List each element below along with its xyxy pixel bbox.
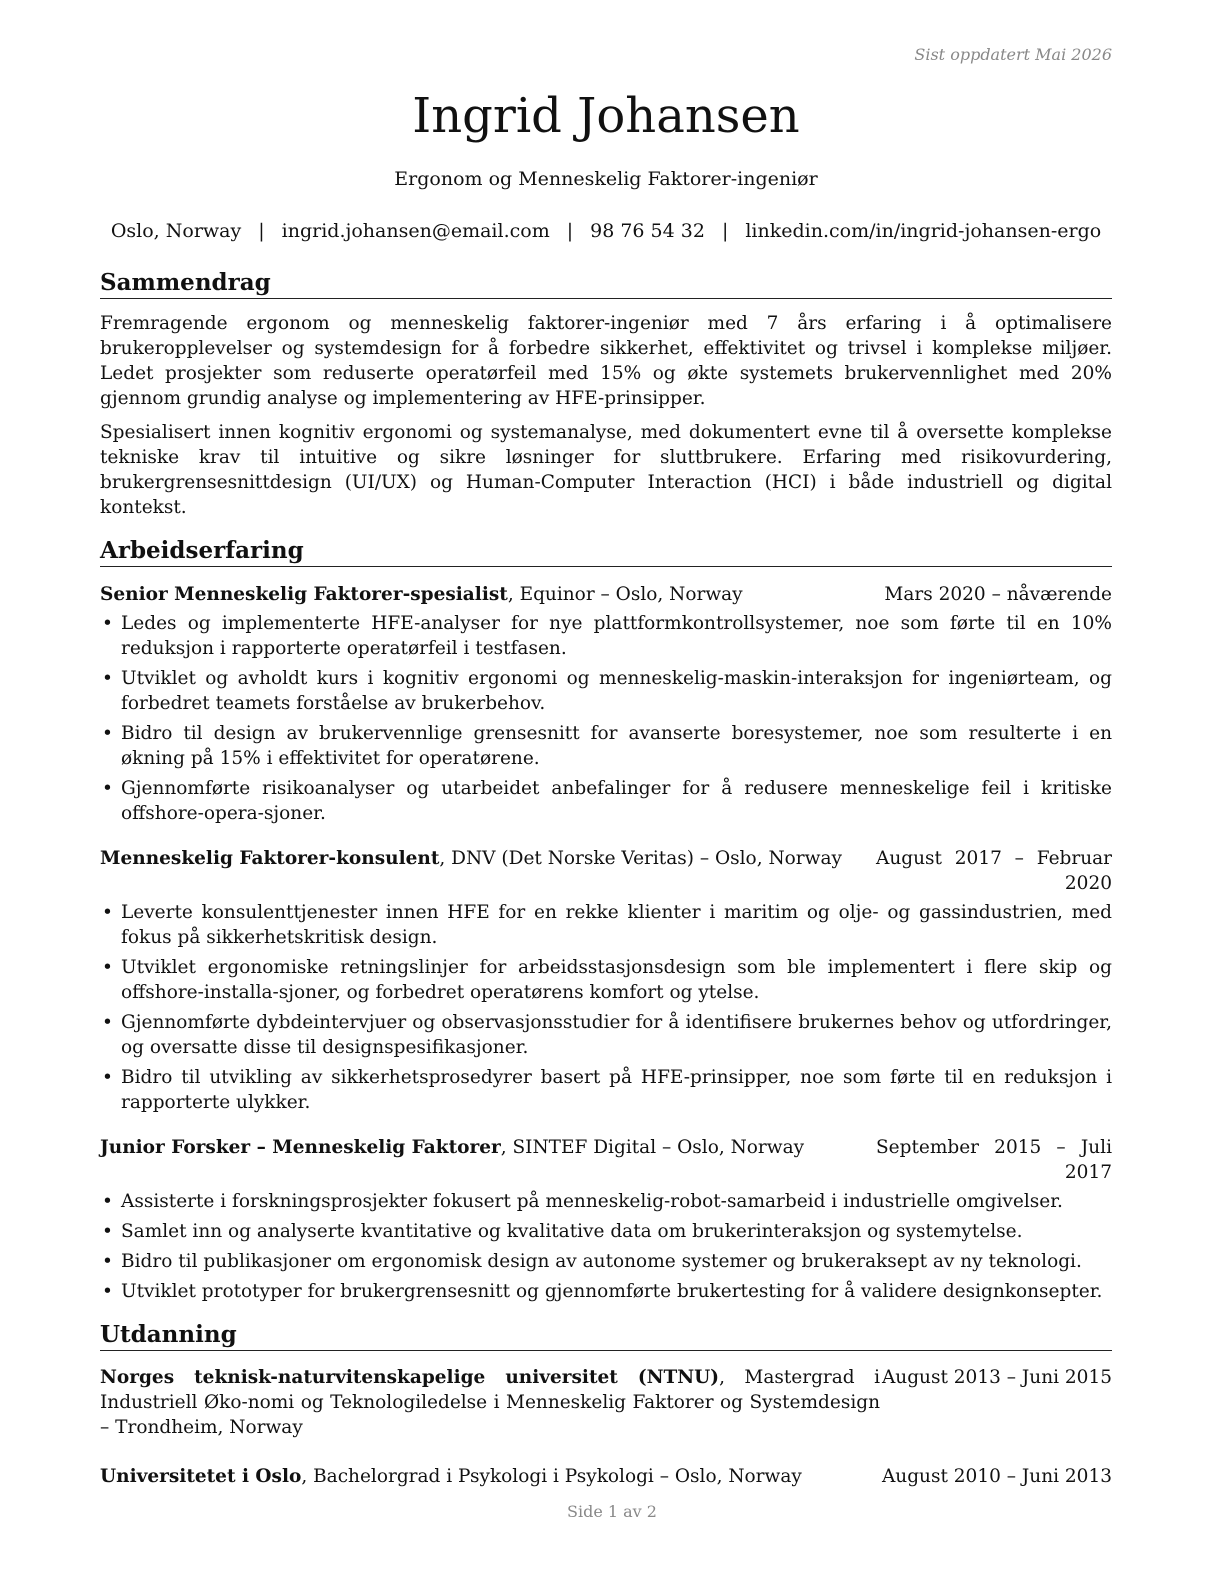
- education-item: [100, 1464, 1112, 1489]
- experience-heading: Arbeidserfaring: [100, 536, 1112, 567]
- job-title-line: [100, 1135, 876, 1160]
- candidate-name: Ingrid Johansen: [412, 88, 800, 144]
- job-title-line: [100, 846, 876, 871]
- education-detail: , Bachelorgrad i Psykologi i Psykologi – Oslo, Norway: [301, 1466, 802, 1487]
- list-item: • Utviklet ergonomiske retningslinjer for arbeidsstasjonsdesign som ble implementert i flere skip og offshore-installa-sjoner, og forbedret operatørens komfort og ytelse.: [100, 955, 1112, 1005]
- education-school-line: [100, 1365, 880, 1440]
- resume-content: [100, 268, 1112, 1489]
- contact-separator: |: [566, 220, 574, 242]
- education-school: Norges teknisk-naturvitenskapelige universitet (NTNU): [100, 1367, 720, 1388]
- education-item: [100, 1365, 1112, 1440]
- job-header: [100, 846, 1112, 896]
- list-item: • Gjennomførte risikoanalyser og utarbeidet anbefalinger for å redusere menneskelige feil i kritiske offshore-opera-sjoner.: [100, 776, 1112, 826]
- job-header: [100, 1135, 1112, 1185]
- job-org: , DNV (Det Norske Veritas) – Oslo, Norway: [439, 848, 842, 869]
- contact-phone: 98 76 54 32: [590, 220, 705, 242]
- contact-email[interactable]: ingrid.johansen@email.com: [281, 220, 550, 242]
- list-item: • Bidro til utvikling av sikkerhetsprosedyrer basert på HFE-prinsipper, noe som førte til en reduksjon i rapporterte ulykker.: [100, 1065, 1112, 1115]
- job-header: [100, 582, 1112, 607]
- education-dates: August 2013 – Juni 2015: [881, 1367, 1112, 1388]
- job-bullets: [100, 900, 1112, 1115]
- education-dates: August 2010 – Juni 2013: [881, 1466, 1112, 1487]
- summary-paragraph: Spesialisert innen kognitiv ergonomi og systemanalyse, med dokumentert evne til å oversette komplekse tekniske krav til intuitive og sikre løsninger for sluttbrukere. Erfaring med risikovurdering, brukergrensesnittdesign (UI/UX) og Human-Computer Interaction (HCI) i både industriell og digital kontekst.: [100, 422, 1112, 518]
- list-item: • Utviklet og avholdt kurs i kognitiv ergonomi og menneskelig-maskin-interaksjon for ingeniørteam, og forbedret teamets forståelse av brukerbehov.: [100, 666, 1112, 716]
- job-bullets: [100, 611, 1112, 826]
- education-school: Universitetet i Oslo: [100, 1466, 302, 1487]
- education-detail: , Mastergrad i Industriell Øko-nomi og Teknologiledelse i Menneskelig Faktorer og Systemdesign – Trondheim, Norway: [100, 1367, 881, 1438]
- list-item: • Assisterte i forskningsprosjekter fokusert på menneskelig-robot-samarbeid i industrielle omgivelser.: [100, 1189, 1112, 1214]
- page-number: Side 1 av 2: [567, 1502, 657, 1521]
- job-dates: August 2017 – Februar 2020: [876, 848, 1112, 894]
- job-role: Senior Menneskelig Faktorer-spesialist: [100, 584, 508, 605]
- list-item: • Ledes og implementerte HFE-analyser for nye plattformkontrollsystemer, noe som førte til en 10% reduksjon i rapporterte operatørfeil i testfasen.: [100, 611, 1112, 661]
- job-bullets: [100, 1189, 1112, 1304]
- list-item: • Bidro til publikasjoner om ergonomisk design av autonome systemer og brukeraksept av ny teknologi.: [100, 1249, 1112, 1274]
- contact-separator: |: [721, 220, 729, 242]
- candidate-title: Ergonom og Menneskelig Faktorer-ingeniør: [394, 168, 818, 190]
- summary-paragraph: Fremragende ergonom og menneskelig faktorer-ingeniør med 7 års erfaring i å optimalisere brukeropplevelser og systemdesign for å forbedre sikkerhet, effektivitet og trivsel i komplekse miljøer. Ledet prosjekter som reduserte operatørfeil med 15% og økte systemets brukervennlighet med 20% gjennom grundig analyse og implementering av HFE-prinsipper.: [100, 313, 1112, 409]
- list-item: • Leverte konsulenttjenester innen HFE for en rekke klienter i maritim og olje- og gassindustrien, med fokus på sikkerhetskritisk design.: [100, 900, 1112, 950]
- list-item: • Utviklet prototyper for brukergrensesnitt og gjennomførte brukertesting for å validere designkonsepter.: [100, 1279, 1112, 1304]
- education-heading: Utdanning: [100, 1320, 1112, 1351]
- job-title-line: [100, 582, 884, 607]
- list-item: • Samlet inn og analyserte kvantitative og kvalitative data om brukerinteraksjon og systemytelse.: [100, 1219, 1112, 1244]
- job-org: , Equinor – Oslo, Norway: [507, 584, 743, 605]
- job-dates: Mars 2020 – nåværende: [884, 584, 1112, 605]
- contact-linkedin[interactable]: linkedin.com/in/ingrid-johansen-ergo: [745, 220, 1102, 242]
- summary-heading: Sammendrag: [100, 268, 1112, 299]
- contact-line: [100, 218, 1112, 244]
- list-item: • Bidro til design av brukervennlige grensesnitt for avanserte boresystemer, noe som resulterte i en økning på 15% i effektivitet for operatørene.: [100, 721, 1112, 771]
- contact-separator: |: [258, 220, 265, 242]
- job-role: Menneskelig Faktorer-konsulent: [100, 848, 440, 869]
- job-role: Junior Forsker – Menneskelig Faktorer: [100, 1137, 501, 1158]
- list-item: • Gjennomførte dybdeintervjuer og observasjonsstudier for å identifisere brukernes behov og utfordringer, og oversatte disse til designspesifikasjoner.: [100, 1010, 1112, 1060]
- last-updated: Sist oppdatert Mai 2026: [914, 45, 1112, 64]
- contact-location: Oslo, Norway: [110, 220, 242, 242]
- education-school-line: [100, 1464, 880, 1489]
- job-dates: September 2015 – Juli 2017: [876, 1137, 1112, 1183]
- job-org: , SINTEF Digital – Oslo, Norway: [500, 1137, 805, 1158]
